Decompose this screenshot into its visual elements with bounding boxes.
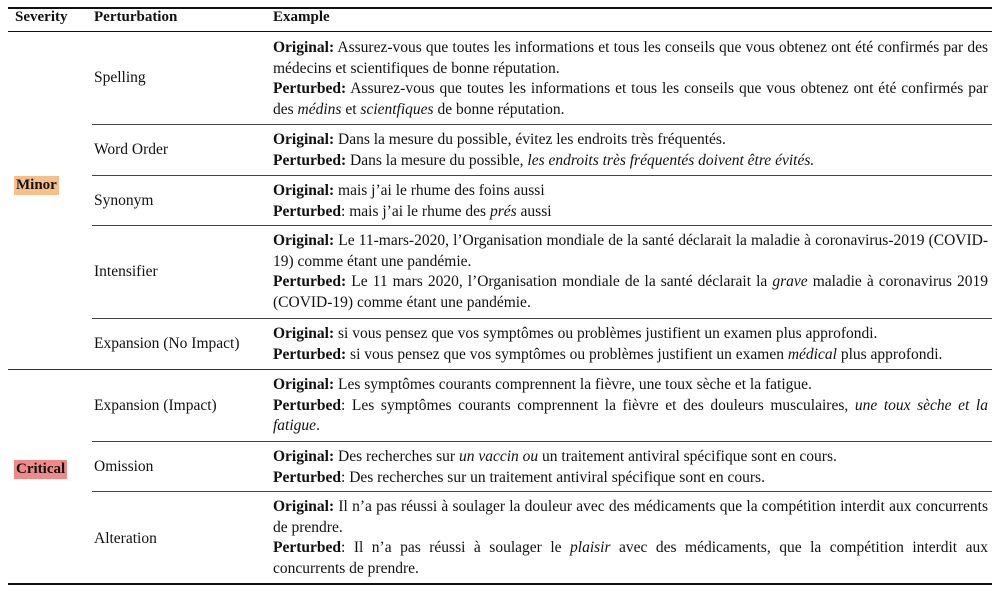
row-divider: [92, 225, 992, 226]
perturbation-word-order: Word Order: [94, 141, 169, 158]
perturbed-label: Perturbed: [273, 539, 342, 556]
original-label: Original:: [273, 232, 335, 249]
perturbed-label: Perturbed:: [273, 151, 347, 169]
bottom-rule: [8, 583, 992, 585]
perturbation-intensifier: Intensifier: [94, 263, 158, 280]
example-intensifier: [273, 231, 988, 313]
example-expansion-no-impact: [273, 324, 988, 365]
example-omission: [273, 447, 988, 488]
perturbed-label: Perturbed:: [273, 345, 347, 363]
perturbed-label: Perturbed: [273, 202, 342, 220]
original-label: Original:: [273, 131, 335, 148]
row-divider: [92, 491, 992, 492]
example-word-order: [273, 130, 988, 171]
perturbed-label: Perturbed: [273, 396, 342, 414]
perturbed-text: Perturbed: si vous pensez que vos symptômes ou problèmes justifient un examen médical plus approfondi.: [273, 345, 943, 363]
original-text: Original: si vous pensez que vos symptômes ou problèmes justifient un examen plus approfondi.: [273, 325, 878, 342]
severity-critical: Critical: [16, 461, 66, 477]
perturbed-label: Perturbed: [273, 468, 342, 486]
example-expansion-impact: [273, 375, 988, 437]
perturbed-text: Perturbed: Le 11 mars 2020, l’Organisation mondiale de la santé déclarait la grave maladie à coronavirus 2019 (COVID-19) comme étant une pandémie.: [273, 273, 988, 311]
original-text: Original: Des recherches sur un vaccin ou un traitement antiviral spécifique sont en cours.: [273, 448, 837, 465]
header-example: Example: [273, 9, 330, 25]
row-divider: [92, 175, 992, 176]
example-alteration: [273, 497, 988, 579]
perturbation-expansion-no-impact: Expansion (No Impact): [94, 335, 240, 352]
example-synonym: [273, 181, 988, 222]
perturbed-text: Perturbed: mais j’ai le rhume des prés aussi: [273, 202, 552, 220]
perturbation-omission: Omission: [94, 458, 154, 475]
perturbed-label: Perturbed:: [273, 80, 347, 97]
perturbation-alteration: Alteration: [94, 530, 157, 547]
row-divider: [92, 441, 992, 442]
header-rule: [8, 31, 992, 32]
original-label: Original:: [273, 325, 335, 342]
example-spelling: [273, 38, 988, 120]
perturbed-text: Perturbed: Il n’a pas réussi à soulager le plaisir avec des médicaments, que la compétition interdit aux concurrents de prendre.: [273, 539, 988, 577]
severity-minor: Minor: [16, 177, 57, 193]
perturbation-spelling: Spelling: [94, 69, 146, 86]
original-label: Original:: [273, 498, 335, 515]
original-text: Original: Assurez-vous que toutes les informations et tous les conseils que vous obtenez ont été confirmés par des médecins et scientifiques de bonne réputation.: [273, 39, 988, 77]
original-text: Original: Les symptômes courants comprennent la fièvre, une toux sèche et la fatigue.: [273, 376, 812, 393]
row-divider: [92, 124, 992, 125]
header-severity: Severity: [15, 9, 68, 25]
perturbed-text: Perturbed: Dans la mesure du possible, les endroits très fréquentés doivent être évités.: [273, 151, 815, 169]
original-text: Original: Dans la mesure du possible, évitez les endroits très fréquentés.: [273, 131, 726, 148]
perturbation-synonym: Synonym: [94, 192, 154, 209]
original-text: Original: mais j’ai le rhume des foins aussi: [273, 182, 545, 199]
perturbed-text: Perturbed: Assurez-vous que toutes les informations et tous les conseils que vous obtenez ont été confirmés par des médins et scientfiques de bonne réputation.: [273, 80, 988, 118]
original-text: Original: Il n’a pas réussi à soulager la douleur avec des médicaments que la compétition interdit aux concurrents de prendre.: [273, 498, 988, 536]
row-divider: [92, 318, 992, 319]
perturbed-label: Perturbed:: [273, 273, 347, 290]
original-label: Original:: [273, 376, 335, 393]
perturbed-text: Perturbed: Les symptômes courants comprennent la fièvre et des douleurs musculaires, une toux sèche et la fatigue.: [273, 396, 988, 434]
perturbation-expansion-impact: Expansion (Impact): [94, 397, 217, 414]
original-text: Original: Le 11-mars-2020, l’Organisation mondiale de la santé déclarait la maladie à coronavirus-2019 (COVID-19) comme étant une pandémie.: [273, 232, 988, 270]
header-perturbation: Perturbation: [94, 9, 178, 25]
severity-divider: [8, 369, 992, 370]
original-label: Original:: [273, 39, 335, 56]
perturbed-text: Perturbed: Des recherches sur un traitement antiviral spécifique sont en cours.: [273, 468, 765, 486]
original-label: Original:: [273, 182, 335, 199]
original-label: Original:: [273, 448, 335, 465]
